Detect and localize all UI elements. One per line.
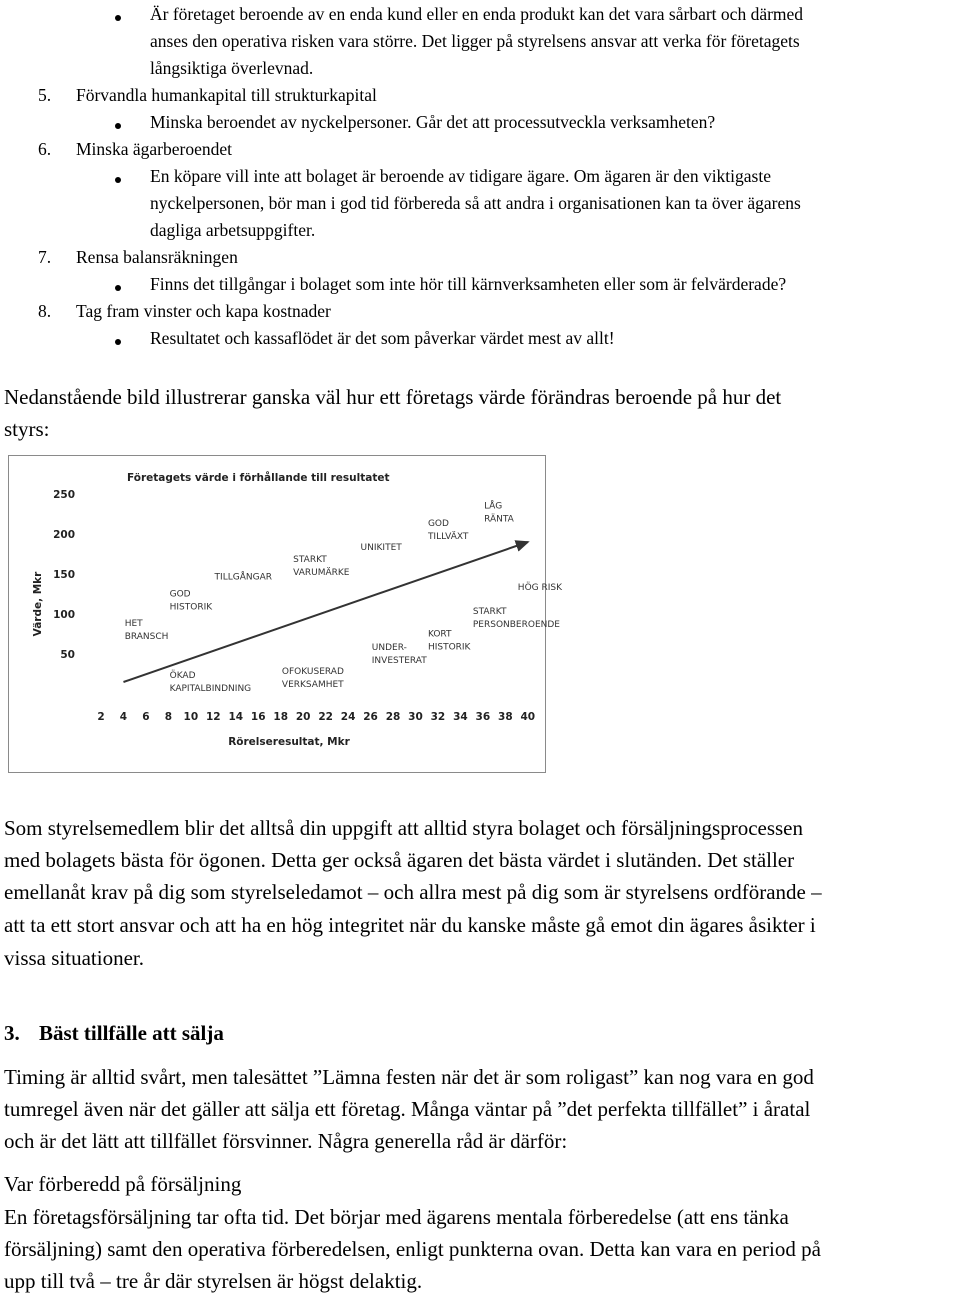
- x-tick-label: 18: [273, 711, 289, 723]
- x-tick-label: 6: [142, 711, 150, 723]
- list-bullet-text: Minska beroendet av nyckelpersoner. Går det att processutveckla verksamheten?: [150, 112, 716, 132]
- annotation-label: RÄNTA: [484, 514, 514, 525]
- x-tick-label: 4: [119, 711, 128, 723]
- list-number: 8.: [38, 301, 52, 321]
- list-bullet-text: långsiktiga överlevnad.: [150, 58, 314, 78]
- annotation-label: BRANSCH: [124, 632, 169, 642]
- paragraph-line: styrs:: [4, 417, 50, 441]
- x-tick-label: 22: [318, 711, 333, 723]
- list-number: 5.: [38, 85, 52, 105]
- x-tick-label: 16: [250, 711, 266, 723]
- x-tick-label: 20: [295, 711, 311, 723]
- paragraph-line: tumregel även när det gäller att sälja ett företag. Många väntar på ”det perfekta tillfället” i åratal: [4, 1097, 811, 1121]
- y-tick-label: 250: [53, 489, 75, 501]
- bullet-icon: [115, 123, 121, 129]
- bullet-icon: [115, 177, 121, 183]
- annotation-label: TILLVÄXT: [427, 532, 469, 542]
- paragraph-line: emellanåt krav på dig som styrelseledamot – och allra mest på dig som är styrelsens ordförande –: [4, 880, 822, 904]
- list-item-title: Minska ägarberoendet: [76, 139, 232, 159]
- annotation-label: TILLGÅNGAR: [214, 572, 272, 583]
- bullet-icon: [115, 285, 121, 291]
- section-number: 3.: [4, 1021, 20, 1045]
- section-title: Bäst tillfälle att sälja: [39, 1021, 224, 1045]
- list-bullet-text: Resultatet och kassaflödet är det som påverkar värdet mest av allt!: [150, 328, 615, 348]
- x-tick-label: 8: [164, 711, 173, 723]
- paragraph-line: En företagsförsäljning tar ofta tid. Det börjar med ägarens mentala förberedelse (att ens tänka: [4, 1205, 789, 1229]
- annotation-label: ÖKAD: [169, 671, 196, 681]
- annotation-label: KAPITALBINDNING: [169, 684, 252, 694]
- x-tick-label: 10: [183, 711, 199, 723]
- paragraph-line: Nedanstående bild illustrerar ganska väl hur ett företags värde förändras beroende på hur det: [4, 385, 782, 409]
- paragraph-line: med bolagets bästa för ögonen. Detta ger också ägaren det bästa värdet i slutänden. Det ställer: [4, 848, 795, 872]
- annotation-label: HISTORIK: [427, 642, 471, 653]
- paragraph-line: vissa situationer.: [4, 946, 144, 970]
- annotation-label: LÅG: [484, 501, 503, 512]
- x-tick-label: 14: [228, 711, 244, 723]
- annotation-label: HET: [124, 619, 143, 629]
- x-tick-label: 34: [453, 711, 468, 723]
- paragraph-line: Timing är alltid svårt, men talesättet ”Lämna festen när det är som roligast” kan nog vara en god: [4, 1065, 814, 1089]
- annotation-label: GOD: [169, 589, 191, 600]
- chart-title: Företagets värde i förhållande till resultatet: [127, 472, 390, 484]
- annotation-label: GOD: [427, 519, 449, 529]
- list-bullet-text: En köpare vill inte att bolaget är beroende av tidigare ägare. Om ägaren är den viktigaste: [150, 166, 771, 186]
- list-number: 7.: [38, 247, 52, 267]
- paragraph-line: att ta ett stort ansvar och att ha en hög integritet när du kanske måste gå emot din ägares åsikter i: [4, 913, 816, 937]
- y-tick-label: 100: [53, 609, 75, 621]
- subheading: Var förberedd på försäljning: [4, 1172, 242, 1196]
- x-tick-label: 40: [520, 711, 536, 723]
- bullet-icon: [115, 339, 121, 345]
- annotation-label: INVESTERAT: [371, 656, 427, 666]
- annotation-label: HÖG RISK: [517, 583, 563, 593]
- annotation-label: PERSONBEROENDE: [472, 620, 561, 630]
- list-bullet-text: anses den operativa risken vara större. Det ligger på styrelsens ansvar att verka för företagets: [150, 31, 800, 51]
- x-tick-label: 12: [206, 711, 221, 723]
- paragraph-line: upp till två – tre år där styrelsen är högst delaktig.: [4, 1269, 423, 1293]
- x-tick-label: 28: [385, 711, 401, 723]
- list-number: 6.: [38, 139, 52, 159]
- list-item-title: Tag fram vinster och kapa kostnader: [76, 301, 331, 321]
- x-tick-label: 30: [408, 711, 423, 723]
- annotation-label: STARKT: [472, 607, 507, 617]
- annotation-label: STARKT: [293, 555, 327, 565]
- list-item-title: Rensa balansräkningen: [76, 247, 238, 267]
- paragraph-line: Som styrelsemedlem blir det alltså din uppgift att alltid styra bolaget och försäljningsprocessen: [4, 816, 803, 840]
- y-axis-label: Värde, Mkr: [32, 571, 44, 637]
- y-tick-label: 150: [53, 569, 75, 581]
- annotation-label: VARUMÄRKE: [293, 568, 350, 578]
- annotation-label: VERKSAMHET: [281, 680, 344, 690]
- annotation-label: UNDER-: [371, 643, 407, 653]
- paragraph-line: försäljning) samt den operativa förberedelsen, enligt punkterna ovan. Detta kan vara en period på: [4, 1237, 821, 1261]
- list-bullet-text: Finns det tillgångar i bolaget som inte hör till kärnverksamheten eller som är felvärderade?: [150, 274, 787, 294]
- annotation-label: OFOKUSERAD: [281, 667, 344, 677]
- x-tick-label: 24: [340, 711, 356, 723]
- chart-svg: [9, 456, 563, 772]
- value-chart: [8, 455, 563, 773]
- x-tick-label: 26: [363, 711, 378, 723]
- x-tick-label: 38: [498, 711, 513, 723]
- list-bullet-text: Är företaget beroende av en enda kund eller en enda produkt kan det vara sårbart och därmed: [150, 4, 804, 24]
- list-item-title: Förvandla humankapital till strukturkapital: [76, 85, 377, 105]
- list-bullet-text: nyckelpersonen, bör man i god tid förbereda så att andra i organisationen kan ta över ägarens: [150, 193, 801, 213]
- bullet-icon: [115, 15, 121, 21]
- annotation-label: UNIKITET: [360, 543, 402, 553]
- y-tick-label: 200: [53, 529, 75, 541]
- annotation-label: HISTORIK: [169, 602, 213, 613]
- x-tick-label: 2: [97, 711, 105, 723]
- paragraph-line: och är det lätt att tillfället försvinner. Några generella råd är därför:: [4, 1129, 568, 1153]
- annotation-label: KORT: [427, 629, 452, 640]
- x-axis-label: Rörelseresultat, Mkr: [228, 736, 350, 748]
- x-tick-label: 36: [475, 711, 491, 723]
- y-tick-label: 50: [60, 649, 75, 661]
- x-tick-label: 32: [430, 711, 446, 723]
- list-bullet-text: dagliga arbetsuppgifter.: [150, 220, 316, 240]
